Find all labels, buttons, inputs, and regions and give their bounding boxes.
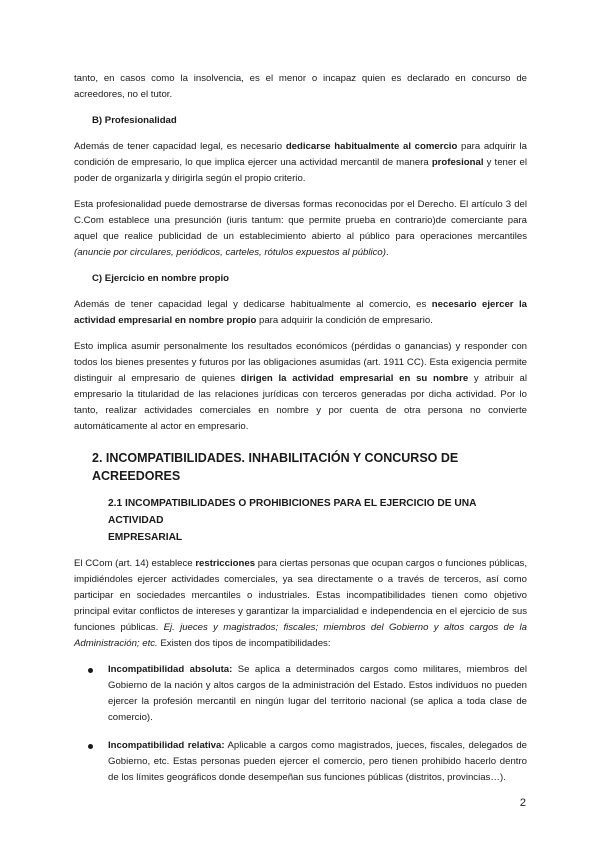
list-item: Incompatibilidad relativa: Aplicable a cargos como magistrados, jueces, fiscales, delegados de Gobierno, etc. Estas personas pueden ejercer el comercio, pero tienen prohibido hacerlo dentro de los límites geográficos donde desempeñan sus funciones públicas (distritos, provincias…). [74, 738, 527, 786]
section-2-heading: 2. INCOMPATIBILIDADES. INHABILITACIÓN Y CONCURSO DE ACREEDORES [92, 451, 459, 483]
page-number: 2 [519, 797, 526, 809]
section-c-paragraph-1: Además de tener capacidad legal y dedicarse habitualmente al comercio, es necesario ejercer la actividad empresarial en nombre propio para adquirir la condición de empresario. [74, 299, 527, 326]
section-c-paragraph-2: Esto implica asumir personalmente los resultados económicos (pérdidas o ganancias) y responder con todos los bienes presentes y futuros por las obligaciones asumidas (art. 1911 CC). Esta exigencia permite distinguir al empresario de quienes dirigen la actividad empresarial en su nombre y atribuir al empresario la titularidad de las relaciones jurídicas con terceros generadas por dicha actividad. Por lo tanto, realizar actividades comerciales en nombre y por cuenta de otra persona no convierte automáticamente al actor en empresario. [74, 341, 527, 432]
section-2-paragraph-1: El CCom (art. 14) establece restricciones para ciertas personas que ocupan cargos o funciones públicas, impidiéndoles ejercer actividades comerciales, ya sea directamente o a través de terceros, así como participar en sociedades mercantiles o industriales. Estas incompatibilidades tienen como objetivo principal evitar conflictos de intereses y garantizar la imparcialidad e independencia en el ejercicio de sus funciones públicas. Ej. jueces y magistrados; fiscales; miembros del Gobierno y altos cargos de la Administración; etc. Existen dos tipos de incompatibilidades: [74, 558, 527, 649]
bullet-dot-icon [88, 668, 93, 673]
bullet-dot-icon [88, 744, 93, 749]
document-page [74, 71, 527, 786]
intro-paragraph: tanto, en casos como la insolvencia, es el menor o incapaz quien es declarado en concurso de acreedores, no el tutor. [74, 73, 527, 100]
section-2-1-heading: 2.1 INCOMPATIBILIDADES O PROHIBICIONES PARA EL EJERCICIO DE UNA ACTIVIDAD EMPRESARIAL [108, 498, 477, 543]
section-b-paragraph-1: Además de tener capacidad legal, es necesario dedicarse habitualmente al comercio para adquirir la condición de empresario, lo que implica ejercer una actividad mercantil de manera profesional y tener el poder de organizarla y dirigirla según el propio criterio. [74, 141, 527, 184]
list-item: Incompatibilidad absoluta: Se aplica a determinados cargos como militares, miembros del Gobierno de la nación y altos cargos de la administración del Estado. Estos individuos no pueden ejercer la profesión mercantil en ningún lugar del territorio nacional (se aplica a toda clase de comercio). [74, 662, 527, 726]
incompatibility-list [74, 662, 527, 786]
section-b-paragraph-2: Esta profesionalidad puede demostrarse de diversas formas reconocidas por el Derecho. El artículo 3 del C.Com establece una presunción (iuris tantum: que permite prueba en contrario)de comerciante para aquel que realice publicidad de un establecimiento abierto al público para operaciones mercantiles (anuncie por circulares, periódicos, carteles, rótulos expuestos al público). [74, 199, 527, 258]
section-c-heading: C) Ejercicio en nombre propio [92, 273, 229, 284]
section-b-heading: B) Profesionalidad [92, 115, 177, 126]
